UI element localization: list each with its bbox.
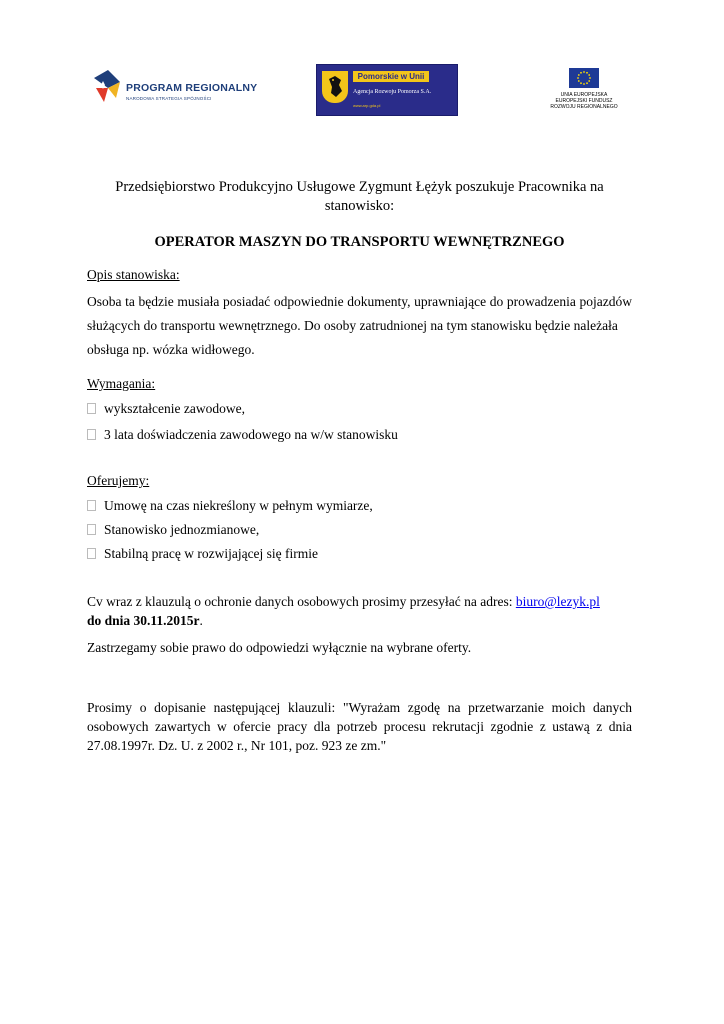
requirement-text: wykształcenie zawodowe, (104, 401, 245, 416)
description-main: Osoba ta będzie musiała posiadać odpowiednie dokumenty, uprawniające do prowadzenia pojazdów służących do transportu wewnętrznego. Do osoby zatrudnionej na tym stanowisku będzie należała (87, 294, 632, 333)
offer-heading: Oferujemy: (87, 473, 150, 488)
bullet-icon (87, 500, 96, 511)
program-regionalny-title: PROGRAM REGIONALNY (126, 82, 258, 94)
eu-logo (548, 68, 628, 118)
cv-text: Cv wraz z klauzulą o ochronie danych osobowych prosimy przesyłać na adres: (87, 594, 513, 609)
eu-flag-icon (569, 68, 599, 88)
consent-clause: Prosimy o dopisanie następującej klauzuli: "Wyrażam zgodę na przetwarzanie moich danych osobowych zawartych w ofercie pracy dla potrzeb procesu rekrutacji zgodnie z ustawą z dnia 27.08.1997r. Dz. U. z 2002 r., Nr 101, poz. 923 ze zm." (87, 700, 632, 753)
requirement-item (87, 401, 245, 417)
pomorskie-w-unii-logo (316, 64, 458, 116)
description-last-line: obsługa np. wózka widłowego. (87, 342, 255, 357)
bullet-icon (87, 403, 96, 414)
description-heading: Opis stanowiska: (87, 267, 180, 282)
agency-name: Agencja Rozwoju Pomorza S.A. (353, 89, 432, 95)
cv-deadline: do dnia 30.11.2015r (87, 613, 200, 628)
intro-text: Przedsiębiorstwo Produkcyjno Usługowe Zygmunt Łężyk poszukuje Pracownika na stanowisko: (115, 179, 604, 214)
griffin-crest-icon (322, 71, 348, 103)
bullet-icon (87, 429, 96, 440)
agency-url: www.arp.gda.pl (353, 103, 381, 108)
offer-item (87, 498, 373, 514)
bullet-icon (87, 548, 96, 559)
offer-text: Umowę na czas niekreślony w pełnym wymiarze, (104, 498, 373, 513)
email-link[interactable]: biuro@lezyk.pl (515, 594, 600, 609)
bullet-icon (87, 524, 96, 535)
header-logos (0, 60, 724, 120)
cv-deadline-suffix: . (199, 613, 203, 628)
program-regionalny-subtitle: NARODOWA STRATEGIA SPÓJNOŚCI (126, 96, 212, 101)
offer-text: Stabilną pracę w rozwijającej się firmie (104, 546, 319, 561)
program-regionalny-star-icon (92, 68, 122, 104)
program-regionalny-logo (92, 68, 258, 108)
offer-item (87, 522, 259, 538)
pomorskie-title: Pomorskie w Unii (353, 71, 429, 82)
requirement-text: 3 lata doświadczenia zawodowego na w/w stanowisku (104, 427, 398, 442)
cv-instructions (87, 592, 632, 630)
requirements-heading: Wymagania: (87, 376, 156, 391)
reserve-note: Zastrzegamy sobie prawo do odpowiedzi wyłącznie na wybrane oferty. (87, 640, 472, 655)
eu-line-2: EUROPEJSKI FUNDUSZ (555, 98, 613, 104)
eu-line-3: ROZWOJU REGIONALNEGO (550, 104, 618, 110)
eu-line-1: UNIA EUROPEJSKA (560, 92, 608, 98)
offer-item (87, 546, 318, 562)
requirement-item (87, 427, 398, 443)
description-text (87, 290, 632, 362)
job-title: OPERATOR MASZYN DO TRANSPORTU WEWNĘTRZNEGO (154, 234, 565, 250)
offer-text: Stanowisko jednozmianowe, (104, 522, 260, 537)
